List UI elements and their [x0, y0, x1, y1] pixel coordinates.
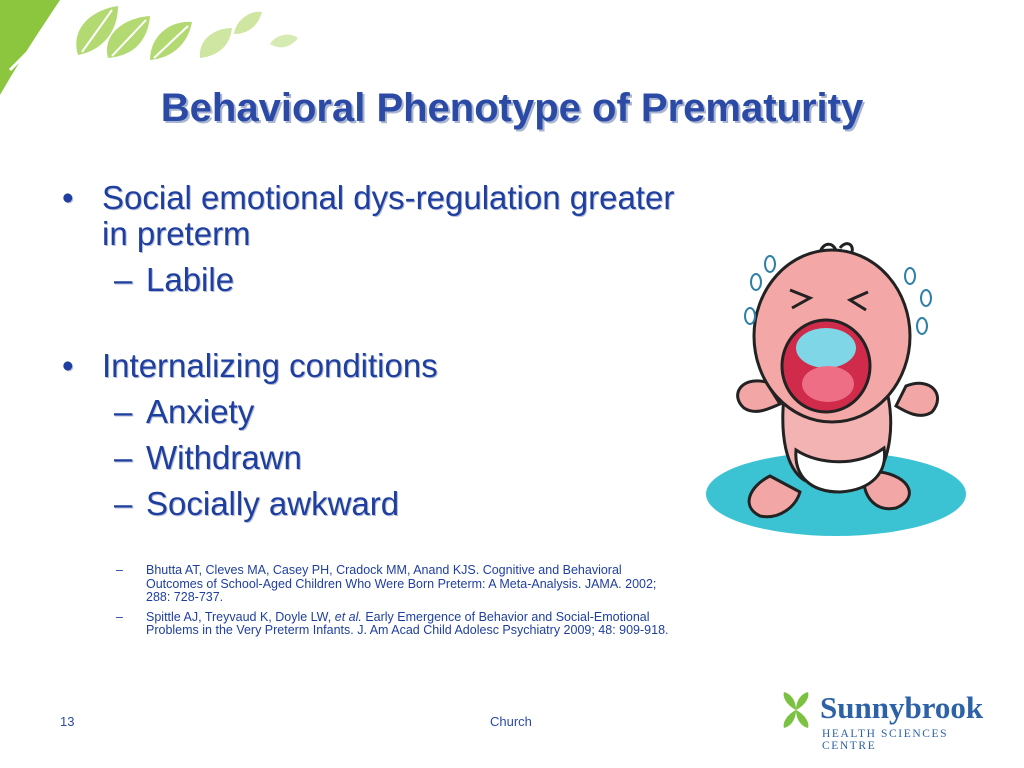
bullet-marker: •	[62, 179, 74, 216]
reference-marker: –	[116, 609, 123, 624]
crying-baby-illustration	[700, 236, 990, 546]
sub-bullet-item	[58, 440, 698, 476]
footer-text: Church	[490, 714, 532, 729]
sub-bullet-item	[58, 394, 698, 430]
bullet-text: Social emotional dys-regulation greater in preterm	[102, 179, 675, 252]
sub-bullet-item	[58, 262, 698, 298]
slide-title: Behavioral Phenotype of Prematurity	[160, 86, 864, 130]
reference-text: Bhutta AT, Cleves MA, Casey PH, Cradock MM, Anand KJS. Cognitive and Behavioral Outcomes of School-Aged Children Who Were Born Preterm: A Meta-Analysis. JAMA. 2002; 288: 728-737.	[146, 563, 657, 604]
sub-bullet-marker: –	[114, 261, 133, 298]
bullet-text: Internalizing conditions	[102, 347, 438, 384]
sub-bullet-text: Labile	[146, 261, 235, 298]
reference-marker: –	[116, 563, 123, 577]
leaf-logo-icon	[776, 690, 816, 730]
bullet-marker: •	[62, 347, 74, 384]
reference-text-rest: Early Emergence of Behavior and Social-Emotional Problems in the Very Preterm Infants. J. Am Acad Child Adolesc Psychiatry 2009; 48: 909-918.	[146, 609, 669, 637]
sunnybrook-logo	[776, 688, 996, 752]
sub-bullet-text: Anxiety	[146, 393, 255, 430]
bullet-item	[58, 348, 698, 384]
bullet-item	[58, 180, 698, 252]
reference-italic: et al.	[334, 609, 362, 624]
bullet-list	[58, 180, 698, 522]
reference-list	[116, 564, 676, 644]
sub-bullet-marker: –	[114, 439, 133, 476]
reference-text: Spittle AJ, Treyvaud K, Doyle LW,	[146, 609, 335, 624]
page-number: 13	[60, 714, 75, 729]
sub-bullet-text: Withdrawn	[146, 439, 302, 476]
logo-subtitle: HEALTH SCIENCES CENTRE	[822, 728, 949, 752]
reference-item	[116, 611, 676, 638]
sub-bullet-text: Socially awkward	[146, 485, 400, 522]
logo-name: Sunnybrook	[820, 690, 984, 725]
reference-item	[116, 564, 676, 605]
sub-bullet-marker: –	[114, 485, 133, 522]
sub-bullet-item	[58, 486, 698, 522]
sub-bullet-marker: –	[114, 393, 133, 430]
